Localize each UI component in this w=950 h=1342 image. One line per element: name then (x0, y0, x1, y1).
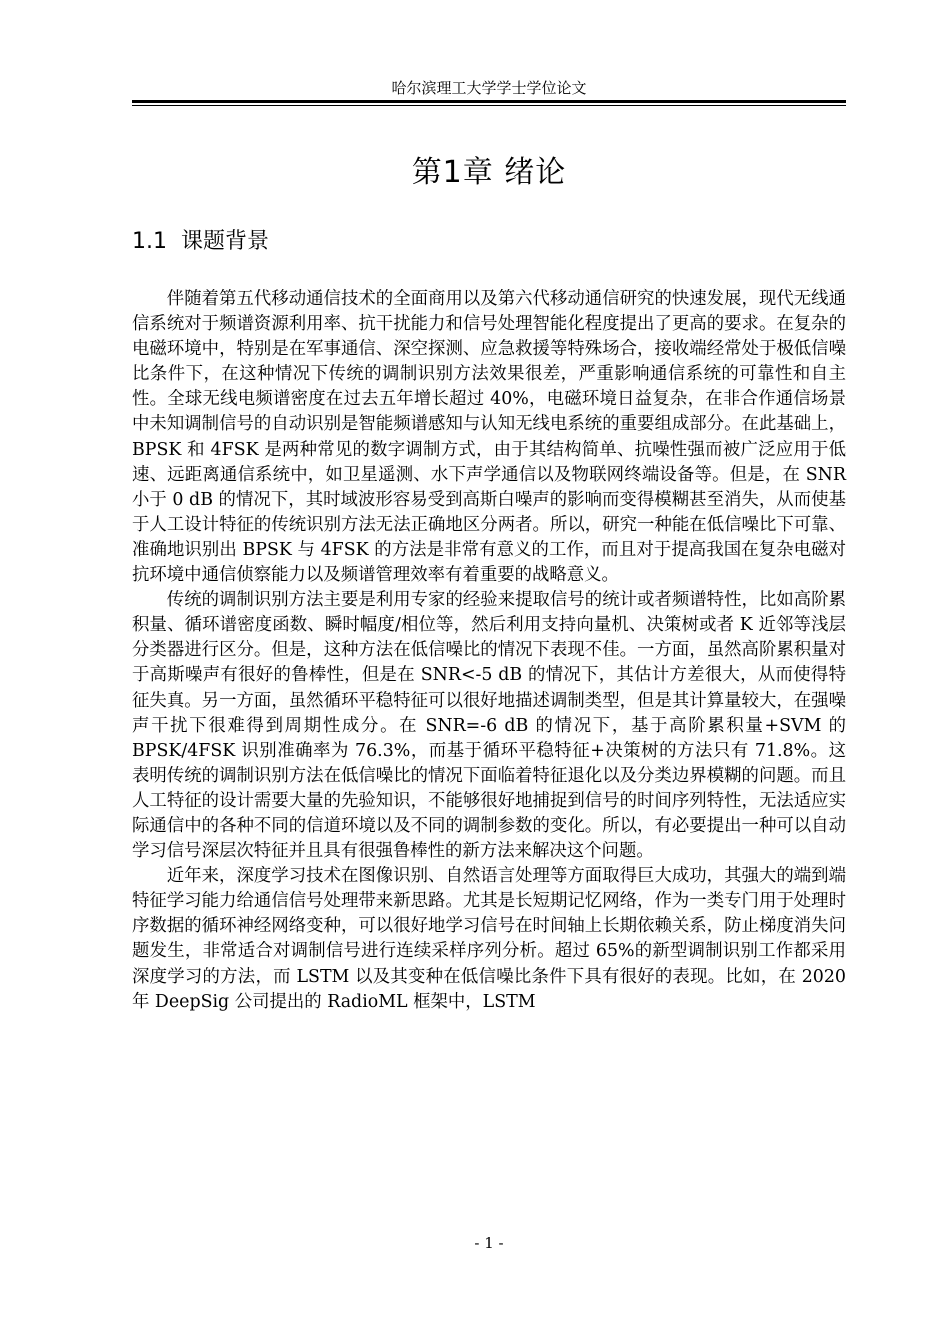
section-number: 1.1 (132, 229, 167, 254)
section-title: 课题背景 (181, 229, 270, 254)
paragraph-1: 伴随着第五代移动通信技术的全面商用以及第六代移动通信研究的快速发展，现代无线通信系统对于频谱资源利用率、抗干扰能力和信号处理智能化程度提出了更高的要求。在复杂的电磁环境中，特别是在军事通信、深空探测、应急救援等特殊场合，接收端经常处于极低信噪比条件下，在这种情况下传统的调制识别方法效果很差，严重影响通信系统的可靠性和自主性。全球无线电频谱密度在过去五年增长超过 40%，电磁环境日益复杂，在非合作通信场景中未知调制信号的自动识别是智能频谱感知与认知无线电系统的重要组成部分。在此基础上，BPSK 和 4FSK 是两种常见的数字调制方式，由于其结构简单、抗噪性强而被广泛应用于低速、远距离通信系统中，如卫星遥测、水下声学通信以及物联网终端设备等。但是，在 SNR 小于 0 dB 的情况下，其时域波形容易受到高斯白噪声的影响而变得模糊甚至消失，从而使基于人工设计特征的传统识别方法无法正确地区分两者。所以，研究一种能在低信噪比下可靠、准确地识别出 BPSK 与 4FSK 的方法是非常有意义的工作，而且对于提高我国在复杂电磁对抗环境中通信侦察能力以及频谱管理效率有着重要的战略意义。 (132, 289, 846, 586)
paragraph-3: 近年来，深度学习技术在图像识别、自然语言处理等方面取得巨大成功，其强大的端到端特征学习能力给通信信号处理带来新思路。尤其是长短期记忆网络，作为一类专门用于处理时序数据的循环神经网络变种，可以很好地学习信号在时间轴上长期依赖关系，防止梯度消失问题发生，非常适合对调制信号进行连续采样序列分析。超过 65%的新型调制识别工作都采用深度学习的方法，而 LSTM 以及其变种在低信噪比条件下具有很好的表现。比如，在 2020 年 DeepSig 公司提出的 RadioML 框架中，LSTM (132, 866, 846, 1012)
body-text (132, 287, 846, 1015)
header-rule-thin (132, 105, 846, 106)
running-header: 哈尔滨理工大学学士学位论文 (391, 79, 587, 97)
header-rule-thick (132, 100, 846, 103)
paragraph-2: 传统的调制识别方法主要是利用专家的经验来提取信号的统计或者频谱特性，比如高阶累积量、循环谱密度函数、瞬时幅度/相位等，然后利用支持向量机、决策树或者 K 近邻等浅层分类器进行区分。但是，这种方法在低信噪比的情况下表现不佳。一方面，虽然高阶累积量对于高斯噪声有很好的鲁棒性，但是在 SNR<-5 dB 的情况下，其估计方差很大，从而使得特征失真。另一方面，虽然循环平稳特征可以很好地描述调制类型，但是其计算量较大，在强噪声干扰下很难得到周期性成分。在 SNR=-6 dB 的情况下，基于高阶累积量+SVM 的 BPSK/4FSK 识别准确率为 76.3%，而基于循环平稳特征+决策树的方法只有 71.8%。这表明传统的调制识别方法在低信噪比的情况下面临着特征退化以及分类边界模糊的问题。而且人工特征的设计需要大量的先验知识，不能够很好地捕捉到信号的时间序列特性，无法适应实际通信中的各种不同的信道环境以及不同的调制参数的变化。所以，有必要提出一种可以自动学习信号深层次特征并且具有很强鲁棒性的新方法来解决这个问题。 (132, 590, 846, 862)
page-number: - 1 - (474, 1234, 504, 1252)
section-heading (132, 226, 269, 258)
chapter-title: 第1章 绪论 (411, 155, 567, 190)
